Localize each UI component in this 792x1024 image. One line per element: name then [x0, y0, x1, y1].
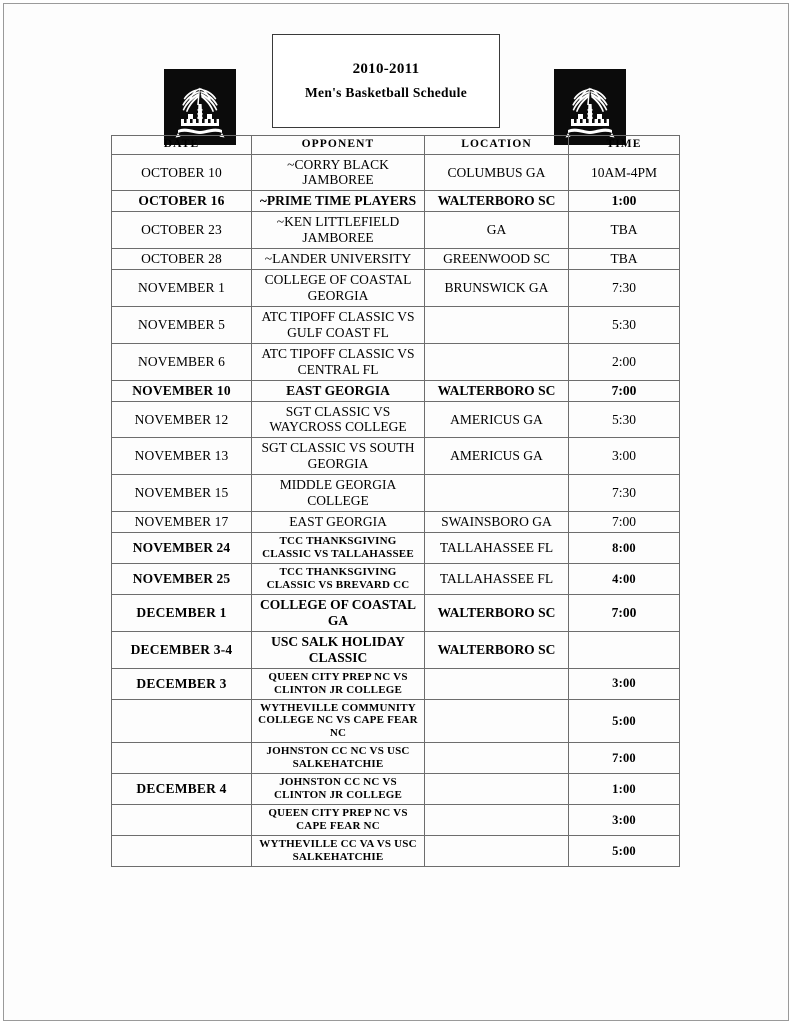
game-opponent-cell: TCC THANKSGIVING CLASSIC VS TALLAHASSEE [252, 533, 425, 564]
game-location-cell [425, 475, 569, 512]
table-row [112, 306, 680, 343]
game-location-cell: TALLAHASSEE FL [425, 563, 569, 594]
table-row [112, 343, 680, 380]
game-opponent-cell: COLLEGE OF COASTAL GA [252, 594, 425, 631]
game-time-cell: 7:00 [569, 512, 680, 533]
game-date-cell: OCTOBER 10 [112, 154, 252, 191]
game-date-cell: DECEMBER 1 [112, 594, 252, 631]
game-location-cell [425, 774, 569, 805]
game-location-cell: WALTERBORO SC [425, 191, 569, 212]
schedule-rows [112, 154, 680, 867]
document-masthead [111, 28, 679, 132]
game-date-cell: NOVEMBER 13 [112, 438, 252, 475]
game-location-cell: AMERICUS GA [425, 401, 569, 438]
game-location-cell [425, 343, 569, 380]
game-opponent-cell: ~CORRY BLACK JAMBOREE [252, 154, 425, 191]
game-time-cell: 3:00 [569, 805, 680, 836]
game-time-cell: 5:00 [569, 699, 680, 743]
table-row [112, 805, 680, 836]
table-row [112, 668, 680, 699]
game-date-cell: DECEMBER 3 [112, 668, 252, 699]
table-row [112, 249, 680, 270]
game-location-cell: WALTERBORO SC [425, 594, 569, 631]
game-time-cell: 7:30 [569, 475, 680, 512]
game-opponent-cell: COLLEGE OF COASTAL GEORGIA [252, 270, 425, 307]
game-opponent-cell: ~LANDER UNIVERSITY [252, 249, 425, 270]
palmetto-tree-logo [554, 69, 626, 145]
game-opponent-cell: ATC TIPOFF CLASSIC VS CENTRAL FL [252, 343, 425, 380]
table-row [112, 743, 680, 774]
game-date-cell: NOVEMBER 10 [112, 380, 252, 401]
table-row [112, 563, 680, 594]
game-time-cell: 7:00 [569, 594, 680, 631]
table-row [112, 631, 680, 668]
game-opponent-cell: ATC TIPOFF CLASSIC VS GULF COAST FL [252, 306, 425, 343]
game-date-cell: OCTOBER 16 [112, 191, 252, 212]
game-time-cell: 1:00 [569, 774, 680, 805]
game-opponent-cell: MIDDLE GEORGIA COLLEGE [252, 475, 425, 512]
title-subtitle: Men's Basketball Schedule [304, 85, 468, 100]
game-opponent-cell: JOHNSTON CC NC VS USC SALKEHATCHIE [252, 743, 425, 774]
table-row [112, 401, 680, 438]
game-opponent-cell: WYTHEVILLE COMMUNITY COLLEGE NC VS CAPE FEAR NC [252, 699, 425, 743]
game-date-cell [112, 805, 252, 836]
game-opponent-cell: JOHNSTON CC NC VS CLINTON JR COLLEGE [252, 774, 425, 805]
table-row [112, 774, 680, 805]
game-opponent-cell: EAST GEORGIA [252, 380, 425, 401]
game-time-cell: 4:00 [569, 563, 680, 594]
game-opponent-cell: QUEEN CITY PREP NC VS CAPE FEAR NC [252, 805, 425, 836]
game-location-cell: SWAINSBORO GA [425, 512, 569, 533]
game-date-cell [112, 699, 252, 743]
game-date-cell: NOVEMBER 17 [112, 512, 252, 533]
game-date-cell: NOVEMBER 12 [112, 401, 252, 438]
table-row [112, 212, 680, 249]
table-row [112, 699, 680, 743]
title-box [272, 34, 500, 128]
game-time-cell: TBA [569, 249, 680, 270]
table-row [112, 533, 680, 564]
game-location-cell: WALTERBORO SC [425, 380, 569, 401]
table-row [112, 270, 680, 307]
game-date-cell: NOVEMBER 6 [112, 343, 252, 380]
game-location-cell: GA [425, 212, 569, 249]
game-opponent-cell: QUEEN CITY PREP NC VS CLINTON JR COLLEGE [252, 668, 425, 699]
game-time-cell: 8:00 [569, 533, 680, 564]
game-location-cell: GREENWOOD SC [425, 249, 569, 270]
game-date-cell: NOVEMBER 15 [112, 475, 252, 512]
game-location-cell: WALTERBORO SC [425, 631, 569, 668]
game-location-cell [425, 805, 569, 836]
game-date-cell: NOVEMBER 1 [112, 270, 252, 307]
game-time-cell: 5:30 [569, 306, 680, 343]
title-year: 2010-2011 [352, 61, 420, 77]
game-opponent-cell: USC SALK HOLIDAY CLASSIC [252, 631, 425, 668]
game-opponent-cell: EAST GEORGIA [252, 512, 425, 533]
game-opponent-cell: WYTHEVILLE CC VA VS USC SALKEHATCHIE [252, 836, 425, 867]
game-date-cell [112, 836, 252, 867]
game-date-cell: OCTOBER 28 [112, 249, 252, 270]
game-time-cell: 1:00 [569, 191, 680, 212]
game-date-cell: NOVEMBER 24 [112, 533, 252, 564]
basketball-schedule-table [111, 135, 680, 867]
game-time-cell: 7:00 [569, 743, 680, 774]
game-opponent-cell: ~PRIME TIME PLAYERS [252, 191, 425, 212]
palmetto-tree-logo [164, 69, 236, 145]
game-time-cell: 7:30 [569, 270, 680, 307]
game-opponent-cell: ~KEN LITTLEFIELD JAMBOREE [252, 212, 425, 249]
game-time-cell: 2:00 [569, 343, 680, 380]
game-date-cell: NOVEMBER 25 [112, 563, 252, 594]
game-location-cell: COLUMBUS GA [425, 154, 569, 191]
game-time-cell [569, 631, 680, 668]
table-row [112, 191, 680, 212]
table-row [112, 836, 680, 867]
game-time-cell: 3:00 [569, 668, 680, 699]
table-row [112, 475, 680, 512]
table-row [112, 154, 680, 191]
game-date-cell [112, 743, 252, 774]
table-row [112, 380, 680, 401]
schedule-table-container [111, 135, 679, 867]
game-location-cell: BRUNSWICK GA [425, 270, 569, 307]
game-location-cell: TALLAHASSEE FL [425, 533, 569, 564]
column-header-opponent: OPPONENT [252, 136, 425, 155]
game-time-cell: 3:00 [569, 438, 680, 475]
column-header-date: DATE [112, 136, 252, 155]
game-time-cell: 5:00 [569, 836, 680, 867]
game-location-cell [425, 668, 569, 699]
game-opponent-cell: SGT CLASSIC VS WAYCROSS COLLEGE [252, 401, 425, 438]
table-row [112, 438, 680, 475]
game-time-cell: TBA [569, 212, 680, 249]
game-location-cell [425, 699, 569, 743]
game-opponent-cell: TCC THANKSGIVING CLASSIC VS BREVARD CC [252, 563, 425, 594]
game-time-cell: 7:00 [569, 380, 680, 401]
game-time-cell: 10AM-4PM [569, 154, 680, 191]
game-opponent-cell: SGT CLASSIC VS SOUTH GEORGIA [252, 438, 425, 475]
game-date-cell: DECEMBER 3-4 [112, 631, 252, 668]
game-date-cell: DECEMBER 4 [112, 774, 252, 805]
table-header-row [112, 136, 680, 155]
table-row [112, 594, 680, 631]
game-location-cell [425, 743, 569, 774]
game-time-cell: 5:30 [569, 401, 680, 438]
game-location-cell: AMERICUS GA [425, 438, 569, 475]
game-date-cell: NOVEMBER 5 [112, 306, 252, 343]
column-header-time: TIME [569, 136, 680, 155]
game-location-cell [425, 306, 569, 343]
game-location-cell [425, 836, 569, 867]
table-row [112, 512, 680, 533]
column-header-location: LOCATION [425, 136, 569, 155]
game-date-cell: OCTOBER 23 [112, 212, 252, 249]
